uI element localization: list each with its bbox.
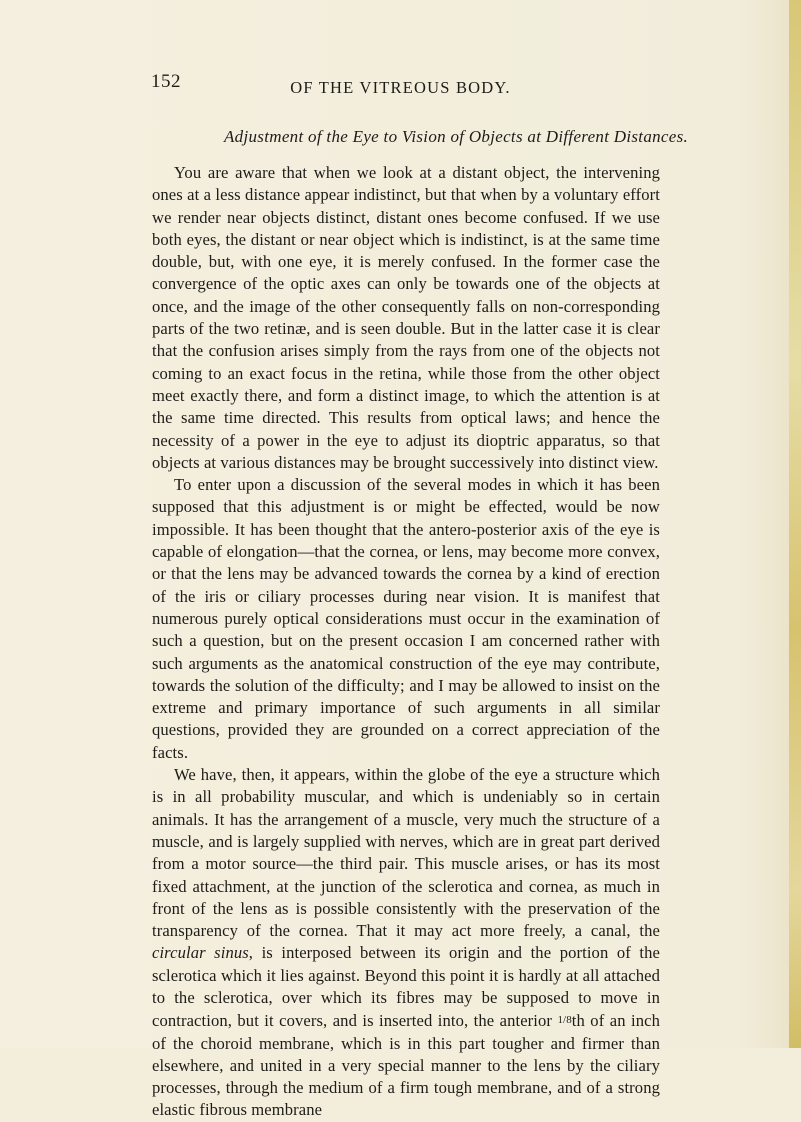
page-edge — [789, 0, 801, 1048]
section-title: Adjustment of the Eye to Vision of Objects at Different Distances. — [224, 127, 689, 146]
body-text — [152, 162, 660, 1122]
paragraph-3 — [152, 764, 660, 1122]
running-head: OF THE VITREOUS BODY. — [290, 78, 511, 97]
paragraph-3-part-a: We have, then, it appears, within the globe of the eye a structure which is in all probability muscular, and which is undeniably so in certain animals. It has the arrangement of a muscle, very much the structure of a muscle, and is largely supplied with nerves, which are in great part derived from a motor source—the third pair. This muscle arises, or has its most fixed attachment, at the junction of the sclerotica and cornea, as much in front of the lens as is possible consistently with the preservation of the transparency of the cornea. That it may act more freely, a canal, the — [152, 765, 660, 941]
paragraph-1: You are aware that when we look at a distant object, the intervening ones at a less distance appear indistinct, but that when by a voluntary effort we render near objects distinct, distant ones become confused. If we use both eyes, the distant or near object which is indistinct, is at the same time double, but, with one eye, it is merely confused. In the former case the convergence of the optic axes can only be towards one of the objects at once, and the image of the other consequently falls on non-corresponding parts of the two retinæ, and is seen double. But in the latter case it is clear that the confusion arises simply from the rays from one of the objects not coming to an exact focus in the retina, while those from the other object meet exactly there, and form a distinct image, to which the attention is at the same time directed. This results from optical laws; and hence the necessity of a power in the eye to adjust its dioptric apparatus, so that objects at various distances may be brought successively into distinct view. — [152, 163, 660, 472]
fraction-eighth: 1/8 — [557, 1014, 572, 1027]
paragraph-3-part-c: th of an inch of the choroid membrane, which is in this part tougher and firmer than elsewhere, and united in a very special manner to the lens by the ciliary processes, through the medium of a firm tough membrane, and of a strong elastic fibrous membrane — [152, 1011, 660, 1120]
page-number: 152 — [151, 71, 181, 92]
circular-sinus-term: circular sinus — [152, 943, 249, 963]
paragraph-2: To enter upon a discussion of the several modes in which it has been supposed that this adjustment is or might be effected, would be now impossible. It has been thought that the antero-posterior axis of the eye is capable of elongation—that the cornea, or lens, may become more convex, or that the lens may be advanced towards the cornea by a kind of erection of the iris or ciliary processes during near vision. It is manifest that numerous purely optical considerations must occur in the examination of such a question, but on the present occasion I am concerned rather with such arguments as the anatomical construction of the eye may contribute, towards the solution of the difficulty; and I may be allowed to insist on the extreme and primary importance of such arguments in all similar questions, provided they are grounded on a correct appreciation of the facts. — [152, 475, 660, 762]
paragraph-3-part-b: , is interposed between its origin and the portion of the sclerotica which it lies against. Beyond this point it is hardly at all attached to the sclerotica, over which its fibres may be supposed to move in contraction, but it covers, and is inserted into, the anterior — [152, 943, 660, 1031]
